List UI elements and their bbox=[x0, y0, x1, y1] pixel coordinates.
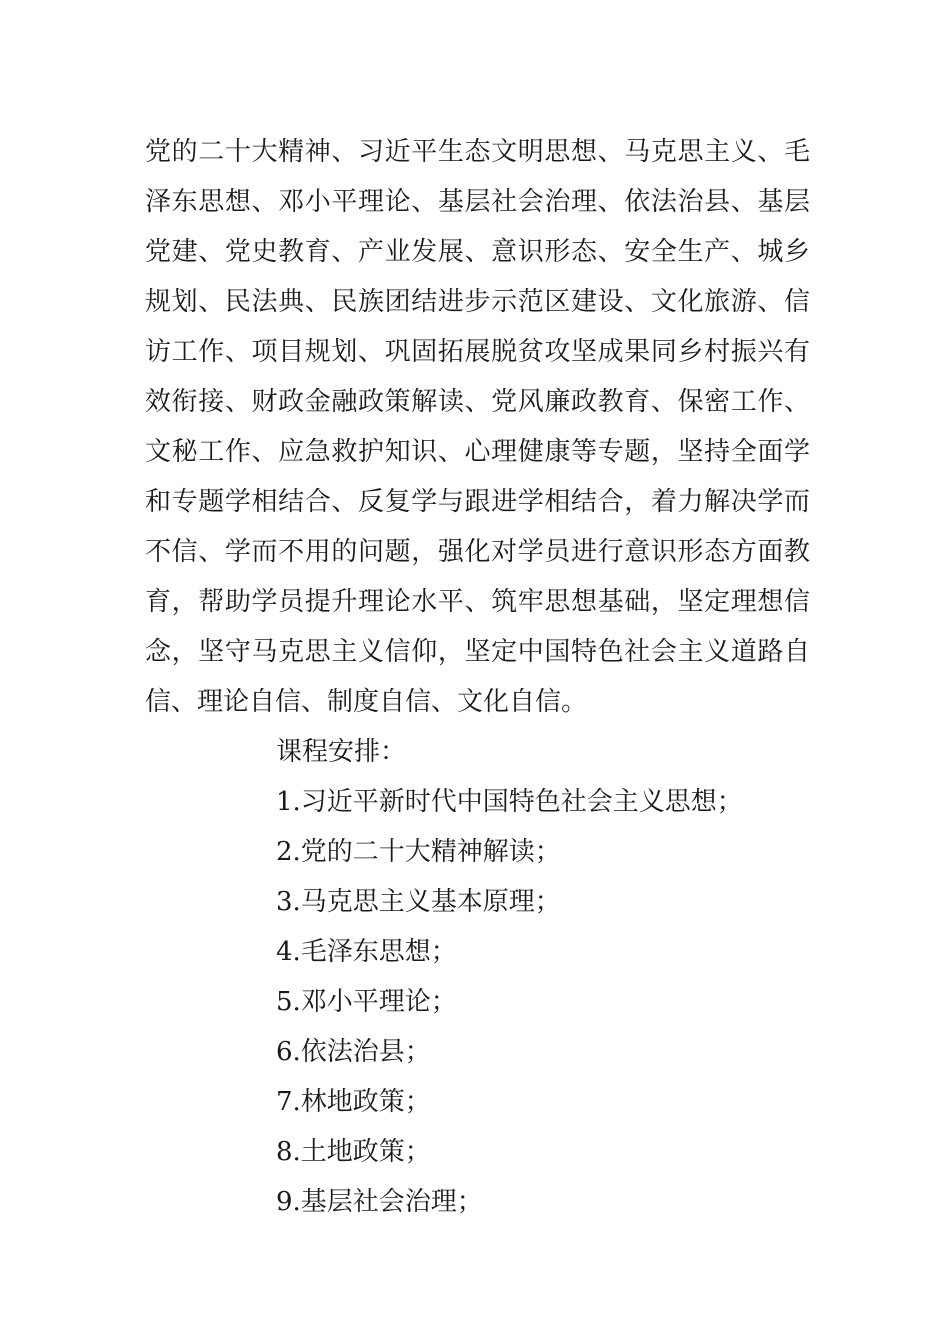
paragraph-line: 和专题学相结合、反复学与跟进学相结合，着力解决学而 bbox=[145, 487, 810, 517]
course-item: 1.习近平新时代中国特色社会主义思想； bbox=[276, 787, 743, 817]
course-item: 5.邓小平理论； bbox=[276, 987, 457, 1017]
paragraph-line: 效衔接、财政金融政策解读、党风廉政教育、保密工作、 bbox=[145, 387, 810, 417]
course-item: 2.党的二十大精神解读； bbox=[276, 837, 561, 867]
paragraph-line: 访工作、项目规划、巩固拓展脱贫攻坚成果同乡村振兴有 bbox=[145, 337, 810, 367]
course-item: 3.马克思主义基本原理； bbox=[276, 887, 561, 917]
course-heading: 课程安排： bbox=[276, 737, 407, 767]
paragraph-line: 不信、学而不用的问题，强化对学员进行意识形态方面教 bbox=[145, 537, 810, 567]
paragraph-line: 泽东思想、邓小平理论、基层社会治理、依法治县、基层 bbox=[145, 187, 810, 217]
paragraph-line: 规划、民法典、民族团结进步示范区建设、文化旅游、信 bbox=[145, 287, 810, 317]
course-item: 7.林地政策； bbox=[276, 1087, 431, 1117]
course-item: 8.土地政策； bbox=[276, 1137, 431, 1167]
course-item: 6.依法治县； bbox=[276, 1037, 431, 1067]
paragraph-line: 信、理论自信、制度自信、文化自信。 bbox=[145, 687, 588, 717]
paragraph-line: 党建、党史教育、产业发展、意识形态、安全生产、城乡 bbox=[145, 237, 810, 267]
paragraph-line: 念，坚守马克思主义信仰，坚定中国特色社会主义道路自 bbox=[145, 637, 810, 667]
course-item: 4.毛泽东思想； bbox=[276, 937, 457, 967]
paragraph-line: 育，帮助学员提升理论水平、筑牢思想基础，坚定理想信 bbox=[145, 587, 810, 617]
paragraph-line: 文秘工作、应急救护知识、心理健康等专题，坚持全面学 bbox=[145, 437, 810, 467]
course-item: 9.基层社会治理； bbox=[276, 1187, 483, 1217]
paragraph-line: 党的二十大精神、习近平生态文明思想、马克思主义、毛 bbox=[145, 137, 810, 167]
